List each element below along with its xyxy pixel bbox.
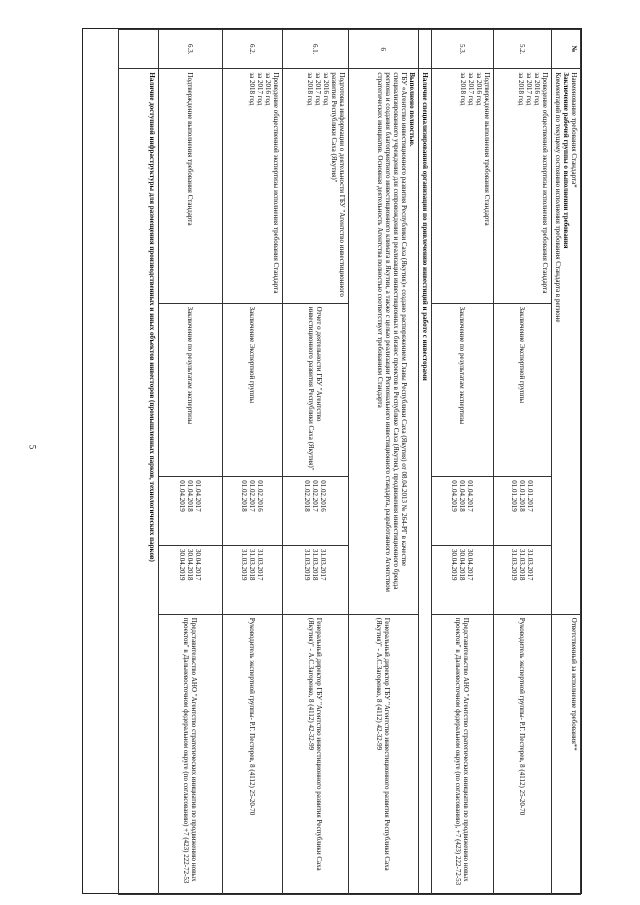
year-item: за 2017 год	[255, 72, 264, 106]
year-item: за 2016 год	[532, 72, 541, 106]
section-num-empty	[418, 30, 431, 69]
row-num: 6	[348, 30, 418, 69]
end-date: 31.03.2017	[526, 548, 535, 581]
year-item: за 2017 год	[466, 72, 475, 106]
header-requirement	[551, 69, 580, 614]
preface-line1: Заключение рабочей группы о выполнении требования	[561, 72, 570, 249]
year-item: за 2018 год	[516, 72, 525, 106]
description-text: ГБУ «Агентство инвестиционного развития Республики Саха (Якутия)» создано распоряжением Главы Республики Саха (Якутия) от 08.04.2013 № 264-РГ в качестве специализированного учреждения для сопровождения и реализации инвестиционных и бизнес проектов в Республике Саха (Якутия), продвижения инвестиционного бренда региона и создания благоприятного инвестиционного климата в Якутии, а также с целью реализации Регионального инвестиционного стандарта, разработанного Агентством стратегических инициатив. Основная деятельность Агентства полностью соответствует требованиям Стандарта	[375, 72, 408, 592]
table-row	[222, 30, 282, 895]
requirement-text: Проведение общественной экспертизы исполнения требования Стандарта	[271, 72, 280, 294]
end-date: 30.04.2018	[186, 548, 195, 581]
end-date: 30.04.2017	[194, 548, 203, 581]
row-responsible: Представительство АНО "Агентство стратегических инициатив по продвижению новых проектов" в Дальневосточном федеральном округе (по согласованию), +7 (423) 222-72-53	[431, 614, 493, 894]
row-document: Заключение Экспертной группы	[222, 303, 282, 477]
row-num: 6.3.	[158, 30, 222, 69]
end-date: 30.04.2019	[450, 548, 459, 581]
row-start-dates	[282, 477, 348, 546]
table-row	[348, 30, 418, 895]
start-date: 01.04.2018	[458, 480, 467, 512]
start-date: 01.01.2019	[510, 480, 519, 512]
row-start-dates	[222, 477, 282, 546]
row-num: 5.2.	[493, 30, 551, 69]
header-responsible: Ответственный за исполнение требования**	[551, 614, 580, 894]
header-num: №	[551, 30, 580, 69]
start-date: 01.02.2018	[303, 480, 312, 512]
row-requirement	[158, 69, 222, 303]
standard-requirements-table	[118, 29, 581, 895]
row-responsible: Руководитель экспертной группы- Р.Г. Пестерев, 8 (4112) 25-20-70	[222, 614, 282, 894]
table-row	[282, 30, 348, 895]
table-row	[493, 30, 551, 895]
start-date: 01.02.2017	[248, 480, 257, 512]
preface-line2: Комментарий по текущему состоянию исполнения требования Стандарта в регионе	[553, 72, 562, 323]
row-responsible: Генеральный директор ГБУ "Агентство инвестиционного развития Республики Саха (Якутия)" - А.С.Загоренко, 8 (4112) 42-32-99	[348, 614, 418, 894]
end-date: 30.04.2019	[178, 548, 187, 581]
section6-title: Наличие специализированной организации по привлечению инвестиций и работе с инвесторами	[418, 69, 431, 895]
start-date: 01.01.2018	[518, 480, 527, 512]
end-date: 31.03.2018	[311, 548, 320, 581]
header-row	[551, 30, 580, 895]
row-requirement	[493, 69, 551, 303]
row-num: 6.2.	[222, 30, 282, 69]
requirement-text: Подтверждение выполнения требования Стандарта	[186, 72, 195, 226]
start-date: 01.01.2017	[526, 480, 535, 512]
start-date: 01.02.2016	[319, 480, 328, 512]
start-date: 01.04.2019	[178, 480, 187, 512]
row-num: 5.3.	[431, 30, 493, 69]
section-row	[118, 30, 158, 895]
row-responsible: Руководитель экспертной группы- Р.Г. Пестерев, 8 (4112) 25-20-70	[493, 614, 551, 894]
start-date: 01.02.2018	[240, 480, 249, 512]
row-responsible: Представительство АНО "Агентство стратегических инициатив по продвижению новых проектов" в Дальневосточном федеральном округе (по согласованию) +7 (423) 222-72-53	[158, 614, 222, 894]
row-requirement	[222, 69, 282, 303]
page-number: 5	[27, 444, 38, 450]
section-num-empty	[118, 30, 158, 69]
year-item: за 2016 год	[321, 72, 330, 106]
row-document: Отчет о деятельности ГБУ "Агентство инвестиционного развития Республики Саха (Якутия)"	[282, 303, 348, 477]
year-item: за 2018 год	[247, 72, 256, 106]
start-date: 01.04.2017	[194, 480, 203, 512]
row-start-dates	[493, 477, 551, 546]
row-end-dates	[493, 545, 551, 614]
end-date: 31.03.2018	[248, 548, 257, 581]
end-date: 31.03.2017	[256, 548, 265, 581]
row-requirement	[431, 69, 493, 303]
end-date: 31.03.2017	[319, 548, 328, 581]
table-row	[158, 30, 222, 895]
end-date: 31.03.2019	[240, 548, 249, 581]
row-end-dates	[431, 545, 493, 614]
start-date: 01.02.2016	[256, 480, 265, 512]
start-date: 01.04.2018	[186, 480, 195, 512]
section7-title: Наличие доступной инфраструктуры для размещения производственных и иных объектов инвесторов (промышленных парков, технологических парков)	[118, 69, 158, 895]
header-requirement-title: Наименование требования Стандарта*	[570, 72, 578, 188]
year-item: за 2016 год	[263, 72, 272, 106]
year-item: за 2016 год	[474, 72, 483, 106]
end-date: 31.03.2019	[303, 548, 312, 581]
row-num: 6.1.	[282, 30, 348, 69]
row-start-dates	[158, 477, 222, 546]
row-start-dates	[431, 477, 493, 546]
row-document: Заключение по результатам экспертизы	[431, 303, 493, 477]
start-date: 01.04.2017	[466, 480, 475, 512]
row6-description	[348, 69, 418, 614]
end-date: 30.04.2018	[458, 548, 467, 581]
section-row	[418, 30, 431, 895]
end-date: 30.04.2017	[466, 548, 475, 581]
row-document: Заключение по результатам экспертизы	[158, 303, 222, 477]
year-item: за 2017 год	[313, 72, 322, 106]
year-item: за 2017 год	[524, 72, 533, 106]
requirement-text: Проведение общественной экспертизы исполнения требования Стандарта	[540, 72, 549, 294]
requirement-text: Подтверждение выполнения требования Стандарта	[482, 72, 491, 226]
document-table-frame	[82, 28, 582, 894]
start-date: 01.02.2017	[311, 480, 320, 512]
row-end-dates	[222, 545, 282, 614]
rotated-page	[82, 28, 582, 894]
status-text: Выполнено полностью.	[407, 72, 416, 147]
row-end-dates	[158, 545, 222, 614]
row-document: Заключение Экспертной группы	[493, 303, 551, 477]
end-date: 31.03.2018	[518, 548, 527, 581]
row-end-dates	[282, 545, 348, 614]
year-item: за 2018 год	[305, 72, 314, 106]
year-item: за 2018 год	[458, 72, 467, 106]
start-date: 01.04.2019	[450, 480, 459, 512]
table-row	[431, 30, 493, 895]
row-requirement	[282, 69, 348, 303]
requirement-text: Подготовка информации о деятельности ГБУ "Агентство инвестиционного развития Республики Саха (Якутия)"	[329, 72, 346, 297]
end-date: 31.03.2019	[510, 548, 519, 581]
row-responsible: Генеральный директор ГБУ "Агентство инвестиционного развития Республики Саха (Якутия)" - А.С.Загоренко, 8 (4112) 42-32-99	[282, 614, 348, 894]
